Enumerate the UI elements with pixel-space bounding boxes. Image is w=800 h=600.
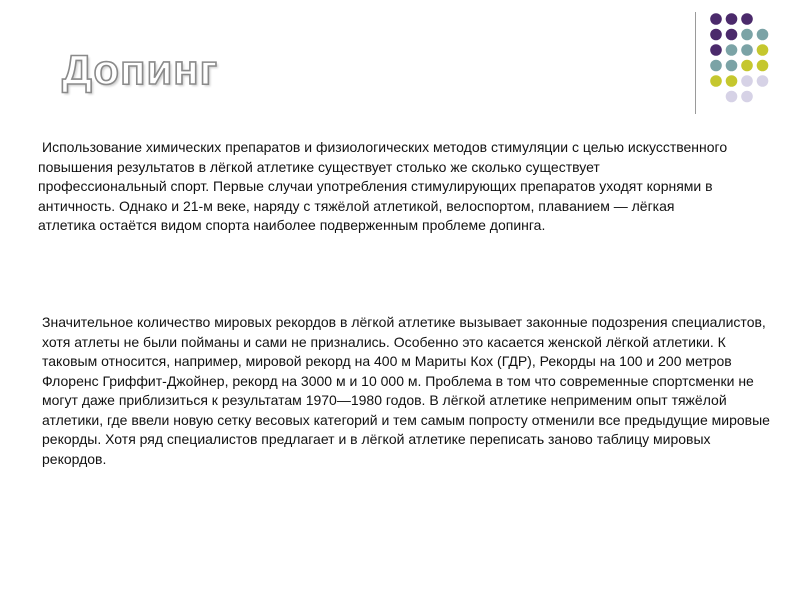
decorative-dot [726,91,738,103]
decorative-dot [726,44,738,56]
paragraph-intro: Использование химических препаратов и физиологических методов стимуляции с целью искусственного повышения результатов в лёгкой атлетике существует столько же сколько существует профессиональный спорт. Первые случаи употребления стимулирующих препаратов уходят корнями в античность. Однако и 21-м веке, наряду с тяжёлой атлетикой, велоспортом, плаванием — лёгкая атлетика остаётся видом спорта наиболее подверженным проблеме допинга. [38,139,728,233]
decorative-dot [710,44,722,56]
decorative-dot [710,75,722,87]
decorative-dot [726,60,738,72]
decorative-dot [726,29,738,41]
decorative-dot [710,13,722,25]
decorative-dot [757,44,769,56]
decorative-dot [710,29,722,41]
decorative-dot [726,75,738,87]
decorative-dot [757,29,769,41]
decorative-dot [726,13,738,25]
decorative-dot [741,44,753,56]
decorative-dot [741,13,753,25]
slide-title: Допинг [62,46,219,93]
decorative-dot [757,75,769,87]
decorative-dot [741,75,753,87]
decorative-dot [741,60,753,72]
decorative-dot [741,91,753,103]
decorative-dot [741,29,753,41]
paragraph-records: Значительное количество мировых рекордов в лёгкой атлетике вызывает законные подозрения специалистов, хотя атлеты не были пойманы и сами не признались. Особенно это касается женской лёгкой атлетики. К таковым относится, например, мировой рекорд на 400 м Мариты Кох (ГДР), Рекорды на 100 и 200 метров Флоренс Гриффит-Джойнер, рекорд на 3000 м и 10 000 м. Проблема в том что современные спортсменки не могут даже приблизиться к результатам 1970—1980 годов. В лёгкой атлетике неприменим опыт тяжёлой атлетики, где ввели новую сетку весовых категорий и тем самым попросту отменили все предыдущие мировые рекорды. Хотя ряд специалистов предлагает и в лёгкой атлетике переписать заново таблицу мировых рекордов. [42,314,770,467]
decorative-dot [710,60,722,72]
decorative-dot-grid [0,0,800,140]
decorative-dot [757,60,769,72]
